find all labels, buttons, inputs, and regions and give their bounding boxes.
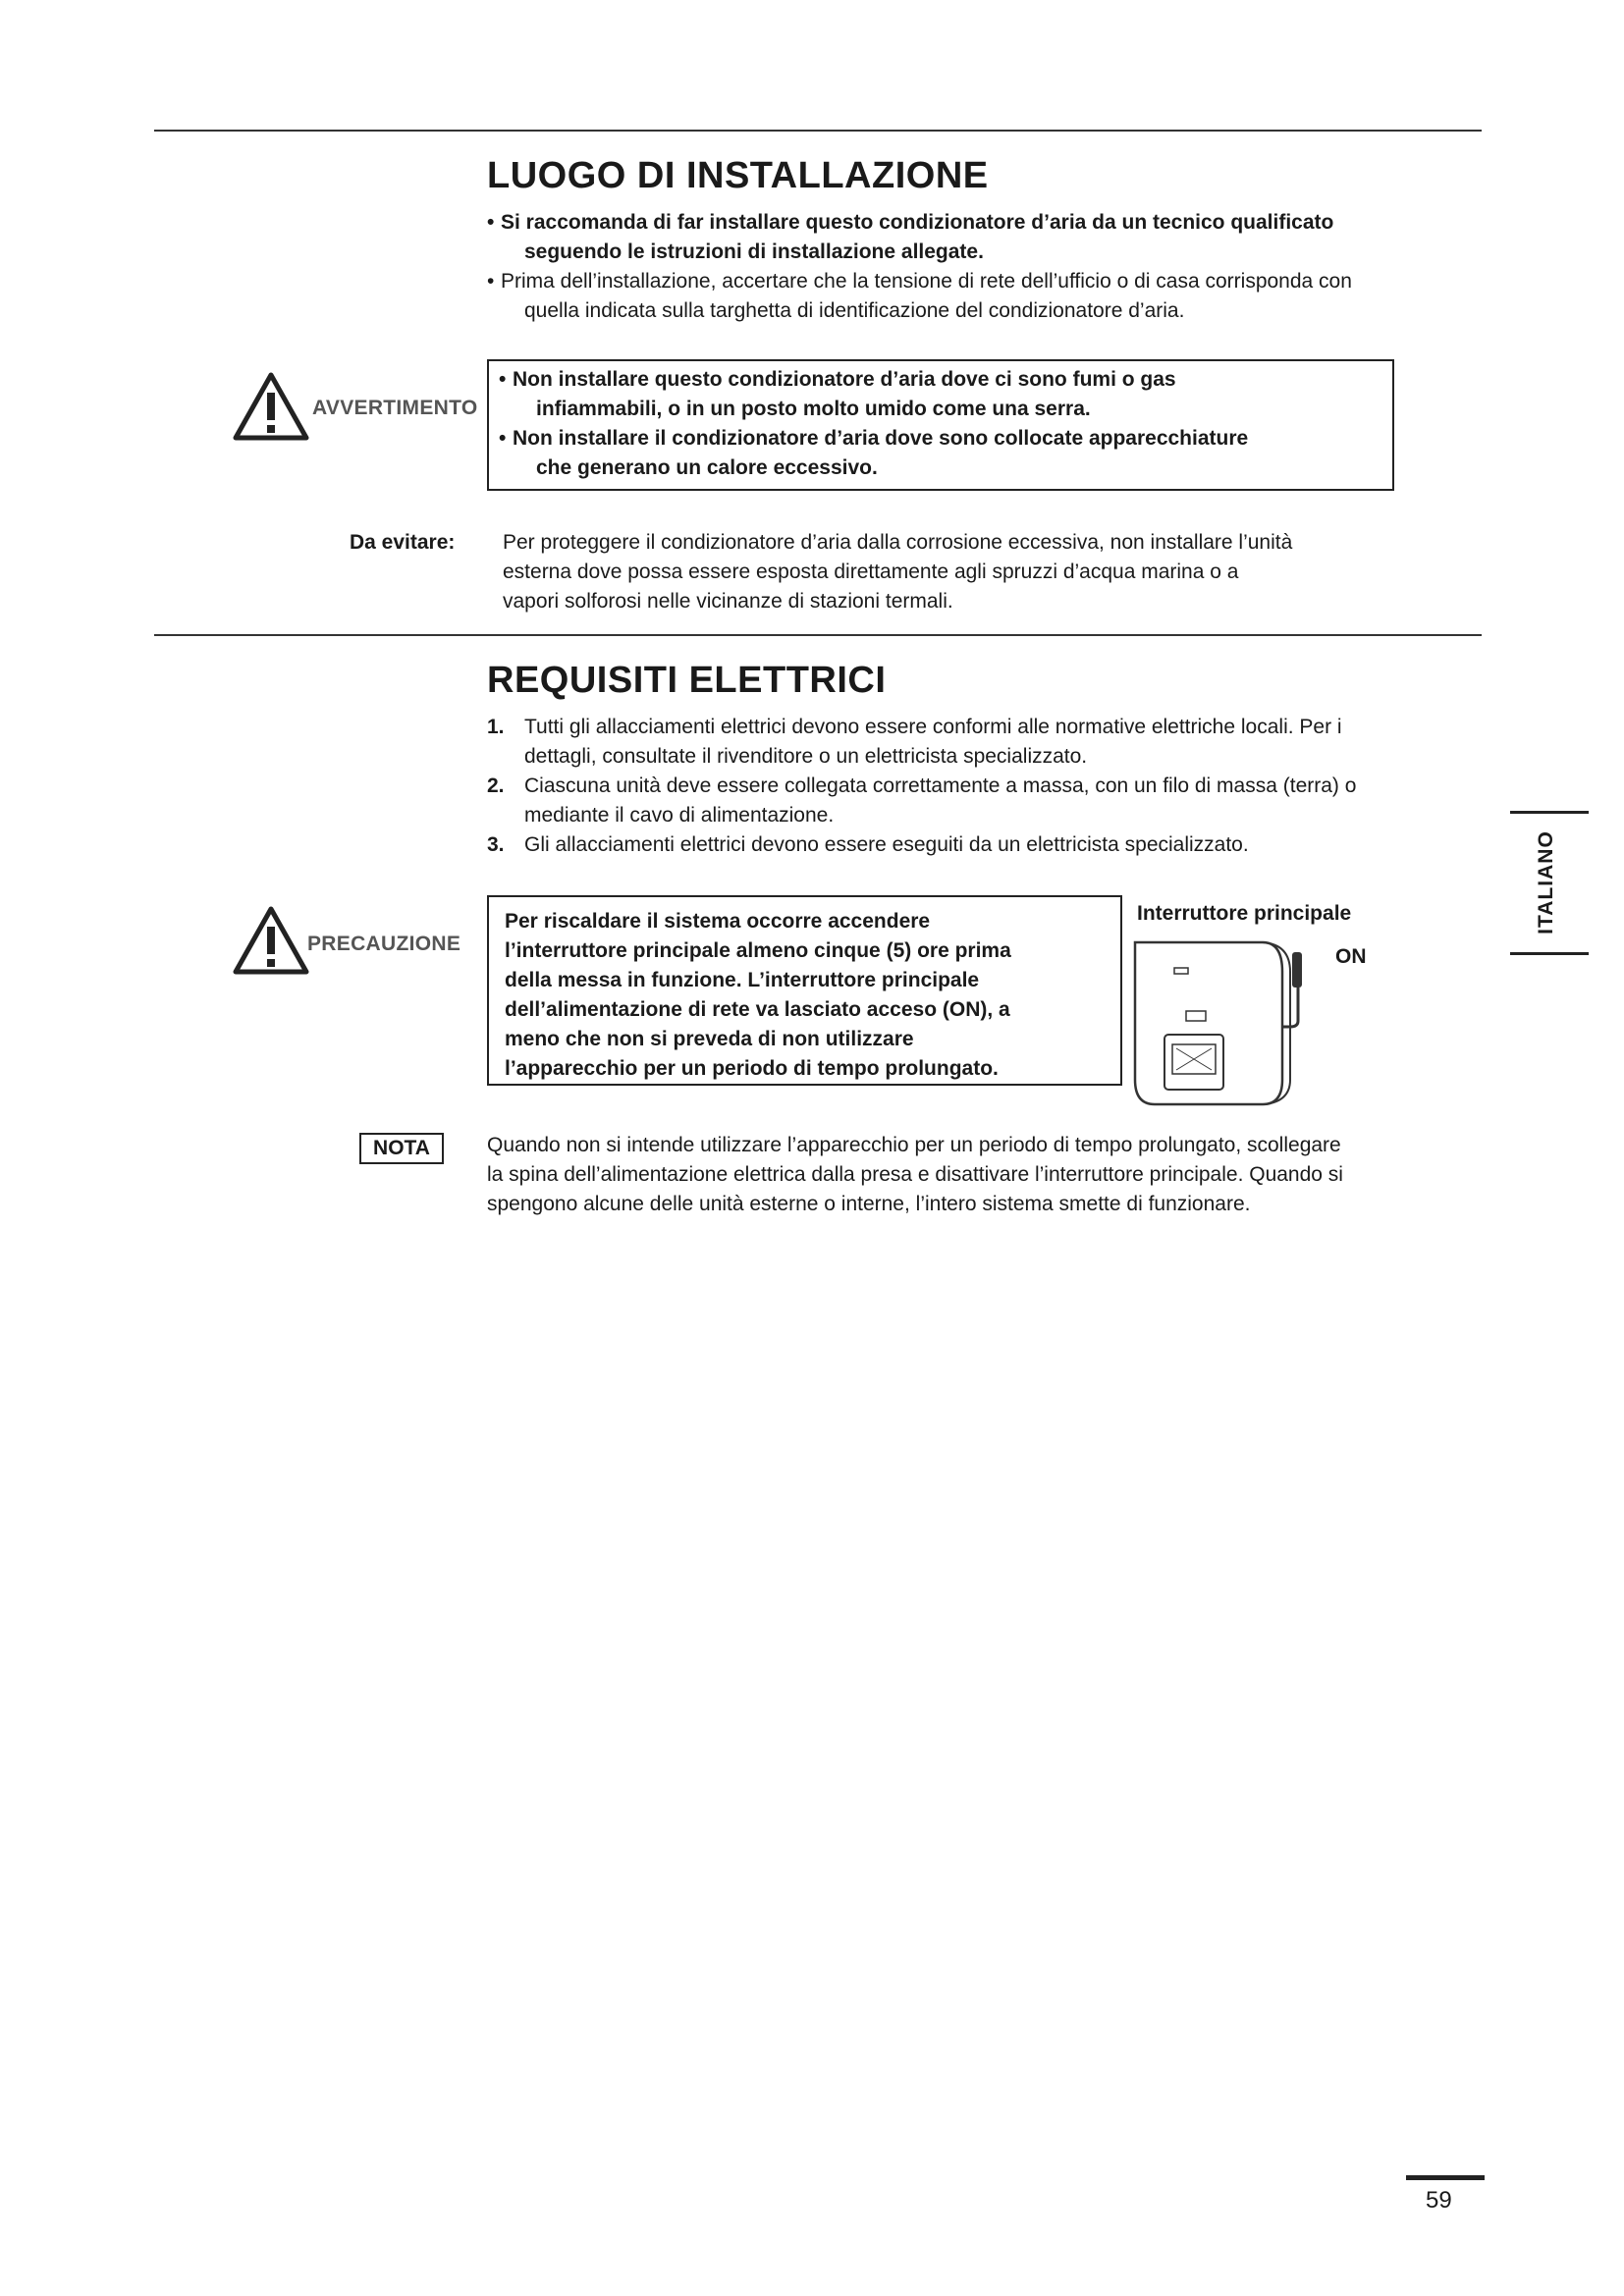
installation-bullet-1: • Si raccomanda di far installare questo condizionatore d’aria da un tecnico qualificato seguendo le istruzioni di installazione allegate.	[487, 208, 1479, 267]
warning-item-2: • Non installare il condizionatore d’aria dove sono collocate apparecchiature che generano un calore eccessivo.	[499, 427, 1249, 479]
bullet-1-line-1: Si raccomanda di far installare questo condizionatore d’aria da un tecnico qualificato	[501, 211, 1334, 234]
section-title-installation: LUOGO DI INSTALLAZIONE	[487, 155, 989, 196]
warning-triangle-icon	[232, 371, 310, 442]
top-divider	[154, 130, 1482, 132]
installation-bullets	[487, 208, 1479, 326]
nota-badge: NOTA	[359, 1133, 444, 1164]
electrical-item-1: 1. Tutti gli allacciamenti elettrici devono essere conformi alle normative elettriche locali. Per i dettagli, consultate il rivenditore o un elettricista specializzato.	[487, 716, 1342, 768]
avoid-text: Per proteggere il condizionatore d’aria dalla corrosione eccessiva, non installare l’unità esterna dove possa essere esposta direttamente agli spruzzi d’acqua marina o a vapori solforosi nelle vicinanze di stazioni termali.	[503, 531, 1293, 613]
caution-box: Per riscaldare il sistema occorre accendere l’interruttore principale almeno cinque (5) ore prima della messa in funzione. L’interruttore principale dell’alimentazione di rete va lasciato acceso (ON), a meno che non si preveda di non utilizzare l’apparecchio per un periodo di tempo prolungato.	[487, 895, 1122, 1086]
bullet-2-line-1: Prima dell’installazione, accertare che la tensione di rete dell’ufficio o di casa corrisponda con	[501, 270, 1352, 293]
warning-item-1: • Non installare questo condizionatore d’aria dove ci sono fumi o gas infiammabili, o in un posto molto umido come una serra.	[499, 368, 1176, 420]
caution-triangle-icon	[232, 905, 310, 976]
installation-bullet-2: • Prima dell’installazione, accertare che la tensione di rete dell’ufficio o di casa corrisponda con quella indicata sulla targhetta di identificazione del condizionatore d’aria.	[487, 267, 1479, 326]
warning-box	[487, 359, 1394, 491]
side-tab-bottom-rule	[1510, 952, 1589, 955]
side-tab-language: ITALIANO	[1535, 830, 1557, 934]
main-switch-illustration	[1115, 933, 1331, 1109]
switch-title: Interruttore principale	[1137, 902, 1352, 925]
avoid-label: Da evitare:	[350, 531, 456, 554]
bullet-2-line-2: quella indicata sulla targhetta di identificazione del condizionatore d’aria.	[524, 299, 1185, 322]
section-title-electrical: REQUISITI ELETTRICI	[487, 660, 887, 701]
page-number: 59	[1426, 2187, 1452, 2214]
middle-divider	[154, 634, 1482, 636]
page-number-rule	[1406, 2175, 1485, 2180]
switch-on-label: ON	[1335, 945, 1367, 968]
bullet-1-line-2: seguendo le istruzioni di installazione allegate.	[524, 240, 984, 263]
caution-label: PRECAUZIONE	[307, 933, 461, 955]
electrical-list	[487, 713, 1479, 860]
side-tab-top-rule	[1510, 811, 1589, 814]
nota-text: Quando non si intende utilizzare l’apparecchio per un periodo di tempo prolungato, scollegare la spina dell’alimentazione elettrica dalla presa e disattivare l’interruttore principale. Quando si spengono alcune delle unità esterne o interne, l’intero sistema smette di funzionare.	[487, 1134, 1343, 1215]
electrical-item-2: 2. Ciascuna unità deve essere collegata correttamente a massa, con un filo di massa (terra) o mediante il cavo di alimentazione.	[487, 774, 1357, 827]
warning-label: AVVERTIMENTO	[312, 397, 478, 419]
electrical-item-3: 3. Gli allacciamenti elettrici devono essere eseguiti da un elettricista specializzato.	[487, 833, 1249, 856]
